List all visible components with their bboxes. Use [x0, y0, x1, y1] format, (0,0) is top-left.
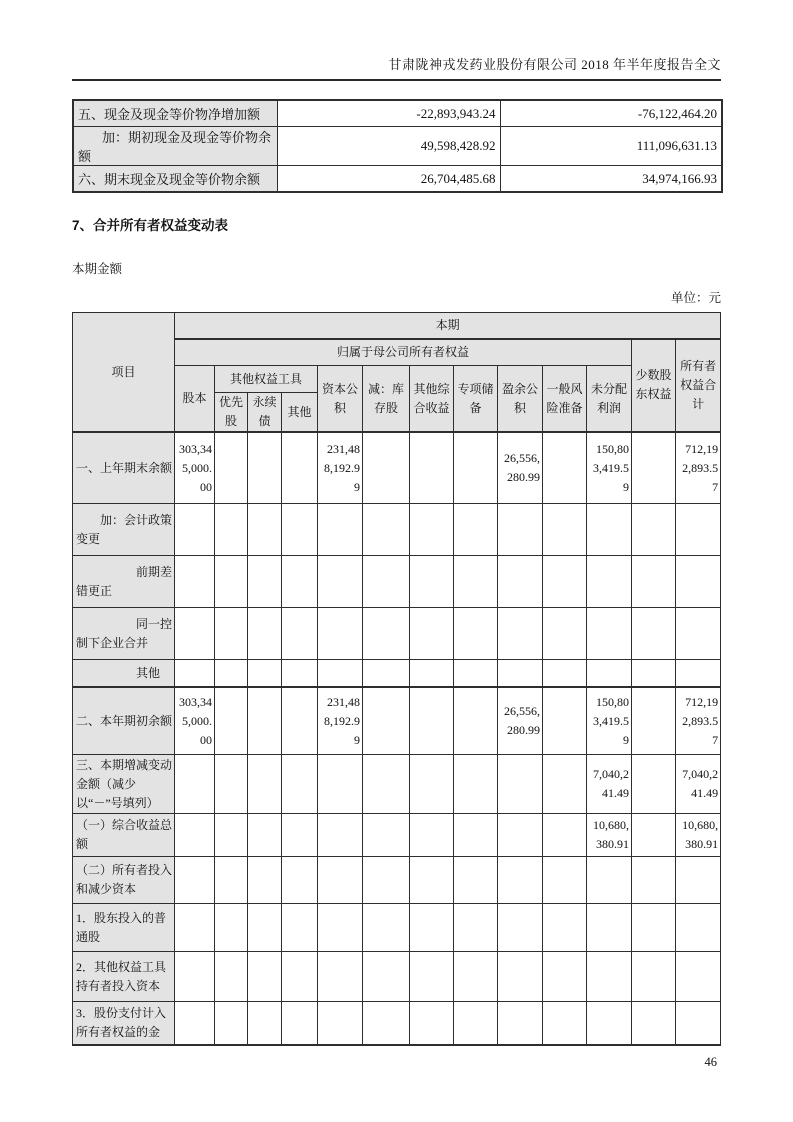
col-header-less-treasury: 减：库存股	[363, 366, 410, 433]
equity-value-cell	[215, 660, 248, 688]
equity-value-cell	[215, 608, 248, 660]
equity-value-cell	[282, 952, 318, 1002]
equity-value-cell	[248, 556, 282, 608]
equity-value-cell	[632, 814, 676, 857]
equity-table-row	[73, 814, 721, 857]
equity-value-cell	[363, 432, 410, 504]
equity-value-cell	[587, 904, 632, 952]
equity-value-cell	[363, 904, 410, 952]
equity-value-cell	[676, 504, 721, 556]
equity-value-cell	[215, 904, 248, 952]
cash-current-value: 26,704,485.68	[277, 166, 500, 193]
col-header-item: 项目	[73, 313, 175, 433]
equity-value-cell	[543, 814, 587, 857]
equity-value-cell	[318, 660, 363, 688]
equity-change-table	[72, 312, 721, 1046]
equity-value-cell	[498, 755, 543, 814]
equity-value-cell: 10,680,380.91	[587, 814, 632, 857]
cash-equivalents-table	[72, 99, 723, 193]
period-amount-label: 本期金额	[72, 262, 123, 276]
equity-value-cell	[215, 1002, 248, 1046]
equity-item-label: 二、本年期初余额	[73, 687, 175, 755]
equity-value-cell	[543, 952, 587, 1002]
col-header-other-equity-other: 其他	[282, 393, 318, 433]
equity-value-cell	[498, 904, 543, 952]
equity-value-cell	[248, 504, 282, 556]
equity-value-cell	[632, 660, 676, 688]
equity-value-cell	[215, 687, 248, 755]
equity-value-cell	[282, 687, 318, 755]
equity-value-cell	[363, 504, 410, 556]
equity-value-cell	[543, 556, 587, 608]
equity-value-cell	[676, 556, 721, 608]
col-header-minority: 少数股东权益	[632, 339, 676, 433]
equity-value-cell	[410, 556, 454, 608]
equity-value-cell	[318, 814, 363, 857]
equity-value-cell	[543, 857, 587, 904]
equity-value-cell	[282, 556, 318, 608]
equity-table-row	[73, 952, 721, 1002]
cash-prior-value: 111,096,631.13	[500, 127, 722, 166]
unit-label: 单位：元	[670, 291, 721, 305]
equity-value-cell	[454, 952, 498, 1002]
col-header-preferred: 优先股	[215, 393, 248, 433]
equity-value-cell	[215, 504, 248, 556]
equity-value-cell	[454, 608, 498, 660]
equity-value-cell	[282, 814, 318, 857]
equity-value-cell	[215, 857, 248, 904]
equity-value-cell	[587, 556, 632, 608]
equity-value-cell	[410, 1002, 454, 1046]
equity-value-cell	[175, 904, 215, 952]
equity-value-cell	[175, 1002, 215, 1046]
col-header-surplus-reserve: 盈余公积	[498, 366, 543, 433]
equity-value-cell	[454, 755, 498, 814]
col-header-perpetual: 永续债	[248, 393, 282, 433]
equity-value-cell: 7,040,241.49	[587, 755, 632, 814]
equity-value-cell	[676, 857, 721, 904]
cash-current-value: -22,893,943.24	[277, 100, 500, 127]
equity-table-row	[73, 432, 721, 504]
equity-value-cell	[363, 952, 410, 1002]
col-header-total: 所有者权益合计	[676, 339, 721, 433]
equity-value-cell	[498, 608, 543, 660]
equity-value-cell	[543, 504, 587, 556]
equity-value-cell	[454, 556, 498, 608]
equity-value-cell	[454, 432, 498, 504]
equity-table-row	[73, 660, 721, 688]
equity-value-cell	[410, 857, 454, 904]
equity-value-cell	[215, 556, 248, 608]
equity-value-cell: 231,488,192.99	[318, 432, 363, 504]
equity-value-cell	[587, 660, 632, 688]
col-header-other-equity-group: 其他权益工具	[215, 366, 318, 393]
equity-value-cell	[248, 814, 282, 857]
cash-table-row	[73, 127, 722, 166]
equity-value-cell	[632, 1002, 676, 1046]
equity-value-cell	[454, 660, 498, 688]
equity-value-cell	[363, 857, 410, 904]
equity-item-label: （一）综合收益总额	[73, 814, 175, 857]
equity-value-cell: 231,488,192.99	[318, 687, 363, 755]
equity-value-cell	[454, 1002, 498, 1046]
cash-item-label: 加：期初现金及现金等价物余额	[73, 127, 277, 166]
report-title: 甘肃陇神戎发药业股份有限公司 2018 年半年度报告全文	[388, 57, 721, 72]
equity-value-cell	[676, 952, 721, 1002]
equity-value-cell	[498, 952, 543, 1002]
equity-value-cell	[454, 687, 498, 755]
equity-table-row	[73, 687, 721, 755]
equity-value-cell	[498, 660, 543, 688]
equity-value-cell	[632, 687, 676, 755]
equity-value-cell	[632, 904, 676, 952]
equity-value-cell	[363, 814, 410, 857]
equity-table-row	[73, 608, 721, 660]
equity-value-cell	[175, 952, 215, 1002]
equity-value-cell	[248, 857, 282, 904]
equity-value-cell	[676, 1002, 721, 1046]
equity-item-label: 其他	[73, 660, 175, 688]
equity-value-cell	[318, 755, 363, 814]
cash-item-label: 六、期末现金及现金等价物余额	[73, 166, 277, 193]
equity-value-cell	[318, 504, 363, 556]
equity-value-cell	[632, 952, 676, 1002]
equity-table-row	[73, 755, 721, 814]
cash-prior-value: -76,122,464.20	[500, 100, 722, 127]
equity-value-cell	[410, 755, 454, 814]
equity-value-cell	[363, 687, 410, 755]
col-header-other-comprehensive: 其他综合收益	[410, 366, 454, 433]
equity-value-cell	[454, 857, 498, 904]
equity-value-cell	[498, 504, 543, 556]
equity-value-cell: 10,680,380.91	[676, 814, 721, 857]
equity-value-cell	[543, 904, 587, 952]
col-header-parent-group: 归属于母公司所有者权益	[175, 339, 632, 366]
equity-value-cell	[363, 608, 410, 660]
equity-item-label: 一、上年期末余额	[73, 432, 175, 504]
equity-value-cell	[410, 608, 454, 660]
equity-table-header	[73, 313, 721, 433]
equity-value-cell	[282, 755, 318, 814]
equity-value-cell	[498, 857, 543, 904]
equity-value-cell: 150,803,419.59	[587, 432, 632, 504]
cash-prior-value: 34,974,166.93	[500, 166, 722, 193]
cash-table-row	[73, 100, 722, 127]
equity-value-cell	[632, 857, 676, 904]
equity-value-cell	[318, 556, 363, 608]
equity-value-cell	[318, 952, 363, 1002]
equity-value-cell	[632, 608, 676, 660]
equity-value-cell	[282, 857, 318, 904]
equity-value-cell: 712,192,893.57	[676, 432, 721, 504]
equity-table-body	[73, 432, 721, 1045]
equity-value-cell	[587, 504, 632, 556]
equity-table-row	[73, 904, 721, 952]
equity-value-cell	[410, 660, 454, 688]
equity-value-cell	[543, 687, 587, 755]
equity-value-cell	[175, 814, 215, 857]
equity-value-cell	[248, 660, 282, 688]
equity-value-cell	[175, 660, 215, 688]
equity-value-cell	[248, 432, 282, 504]
equity-value-cell	[454, 814, 498, 857]
cash-current-value: 49,598,428.92	[277, 127, 500, 166]
equity-value-cell	[498, 814, 543, 857]
equity-value-cell	[175, 857, 215, 904]
equity-value-cell	[248, 687, 282, 755]
equity-value-cell	[318, 608, 363, 660]
equity-value-cell	[318, 904, 363, 952]
equity-value-cell	[587, 608, 632, 660]
equity-value-cell	[543, 755, 587, 814]
equity-value-cell	[248, 755, 282, 814]
equity-value-cell: 26,556,280.99	[498, 432, 543, 504]
equity-table-row	[73, 857, 721, 904]
equity-item-label: 加：会计政策变更	[73, 504, 175, 556]
equity-value-cell	[632, 432, 676, 504]
col-header-period: 本期	[175, 313, 721, 339]
equity-value-cell	[282, 1002, 318, 1046]
equity-value-cell	[282, 608, 318, 660]
equity-value-cell	[454, 904, 498, 952]
equity-value-cell	[410, 814, 454, 857]
equity-value-cell: 303,345,000.00	[175, 687, 215, 755]
equity-value-cell	[215, 814, 248, 857]
equity-item-label: （二）所有者投入和减少资本	[73, 857, 175, 904]
equity-value-cell	[215, 952, 248, 1002]
equity-value-cell	[632, 755, 676, 814]
equity-value-cell	[175, 556, 215, 608]
equity-table-row	[73, 556, 721, 608]
equity-value-cell	[363, 1002, 410, 1046]
equity-value-cell	[410, 687, 454, 755]
equity-item-label: 2．其他权益工具持有者投入资本	[73, 952, 175, 1002]
equity-value-cell	[175, 608, 215, 660]
equity-value-cell	[248, 952, 282, 1002]
equity-value-cell	[543, 432, 587, 504]
equity-value-cell	[282, 660, 318, 688]
cash-item-label: 五、现金及现金等价物净增加额	[73, 100, 277, 127]
header-divider	[72, 79, 721, 81]
equity-value-cell: 26,556,280.99	[498, 687, 543, 755]
equity-value-cell	[632, 556, 676, 608]
equity-value-cell	[215, 432, 248, 504]
equity-value-cell	[676, 660, 721, 688]
equity-value-cell	[543, 1002, 587, 1046]
equity-item-label: 1．股东投入的普通股	[73, 904, 175, 952]
page-number: 46	[704, 1055, 717, 1069]
equity-value-cell	[410, 952, 454, 1002]
equity-item-label: 三、本期增减变动金额（减少以“－”号填列）	[73, 755, 175, 814]
cash-table-row	[73, 166, 722, 193]
equity-value-cell	[543, 608, 587, 660]
equity-value-cell	[363, 660, 410, 688]
equity-value-cell	[587, 857, 632, 904]
equity-value-cell	[248, 904, 282, 952]
section-heading: 7、合并所有者权益变动表	[72, 218, 229, 233]
col-header-undistributed: 未分配利润	[587, 366, 632, 433]
equity-value-cell	[587, 1002, 632, 1046]
equity-value-cell	[175, 755, 215, 814]
equity-value-cell	[363, 755, 410, 814]
col-header-share-capital: 股本	[175, 366, 215, 433]
equity-value-cell	[676, 904, 721, 952]
equity-value-cell: 7,040,241.49	[676, 755, 721, 814]
col-header-capital-reserve: 资本公积	[318, 366, 363, 433]
equity-table-row	[73, 1002, 721, 1046]
equity-item-label: 同一控制下企业合并	[73, 608, 175, 660]
equity-value-cell	[632, 504, 676, 556]
equity-value-cell	[587, 952, 632, 1002]
equity-value-cell	[543, 660, 587, 688]
report-page-content	[72, 0, 721, 1070]
equity-value-cell	[282, 432, 318, 504]
equity-value-cell	[175, 504, 215, 556]
equity-value-cell	[363, 556, 410, 608]
equity-value-cell	[498, 556, 543, 608]
equity-table-row	[73, 504, 721, 556]
equity-value-cell	[282, 904, 318, 952]
equity-value-cell	[676, 608, 721, 660]
equity-value-cell	[215, 755, 248, 814]
equity-value-cell: 712,192,893.57	[676, 687, 721, 755]
equity-value-cell	[282, 504, 318, 556]
equity-value-cell	[454, 504, 498, 556]
equity-value-cell: 303,345,000.00	[175, 432, 215, 504]
col-header-special-reserve: 专项储备	[454, 366, 498, 433]
equity-value-cell	[248, 1002, 282, 1046]
equity-value-cell	[318, 857, 363, 904]
equity-value-cell	[248, 608, 282, 660]
equity-value-cell: 150,803,419.59	[587, 687, 632, 755]
equity-value-cell	[498, 1002, 543, 1046]
equity-value-cell	[410, 504, 454, 556]
equity-value-cell	[410, 904, 454, 952]
col-header-general-risk: 一般风险准备	[543, 366, 587, 433]
equity-value-cell	[410, 432, 454, 504]
equity-value-cell	[318, 1002, 363, 1046]
cash-table-body	[73, 100, 722, 192]
equity-item-label: 前期差错更正	[73, 556, 175, 608]
equity-item-label: 3．股份支付计入所有者权益的金	[73, 1002, 175, 1046]
